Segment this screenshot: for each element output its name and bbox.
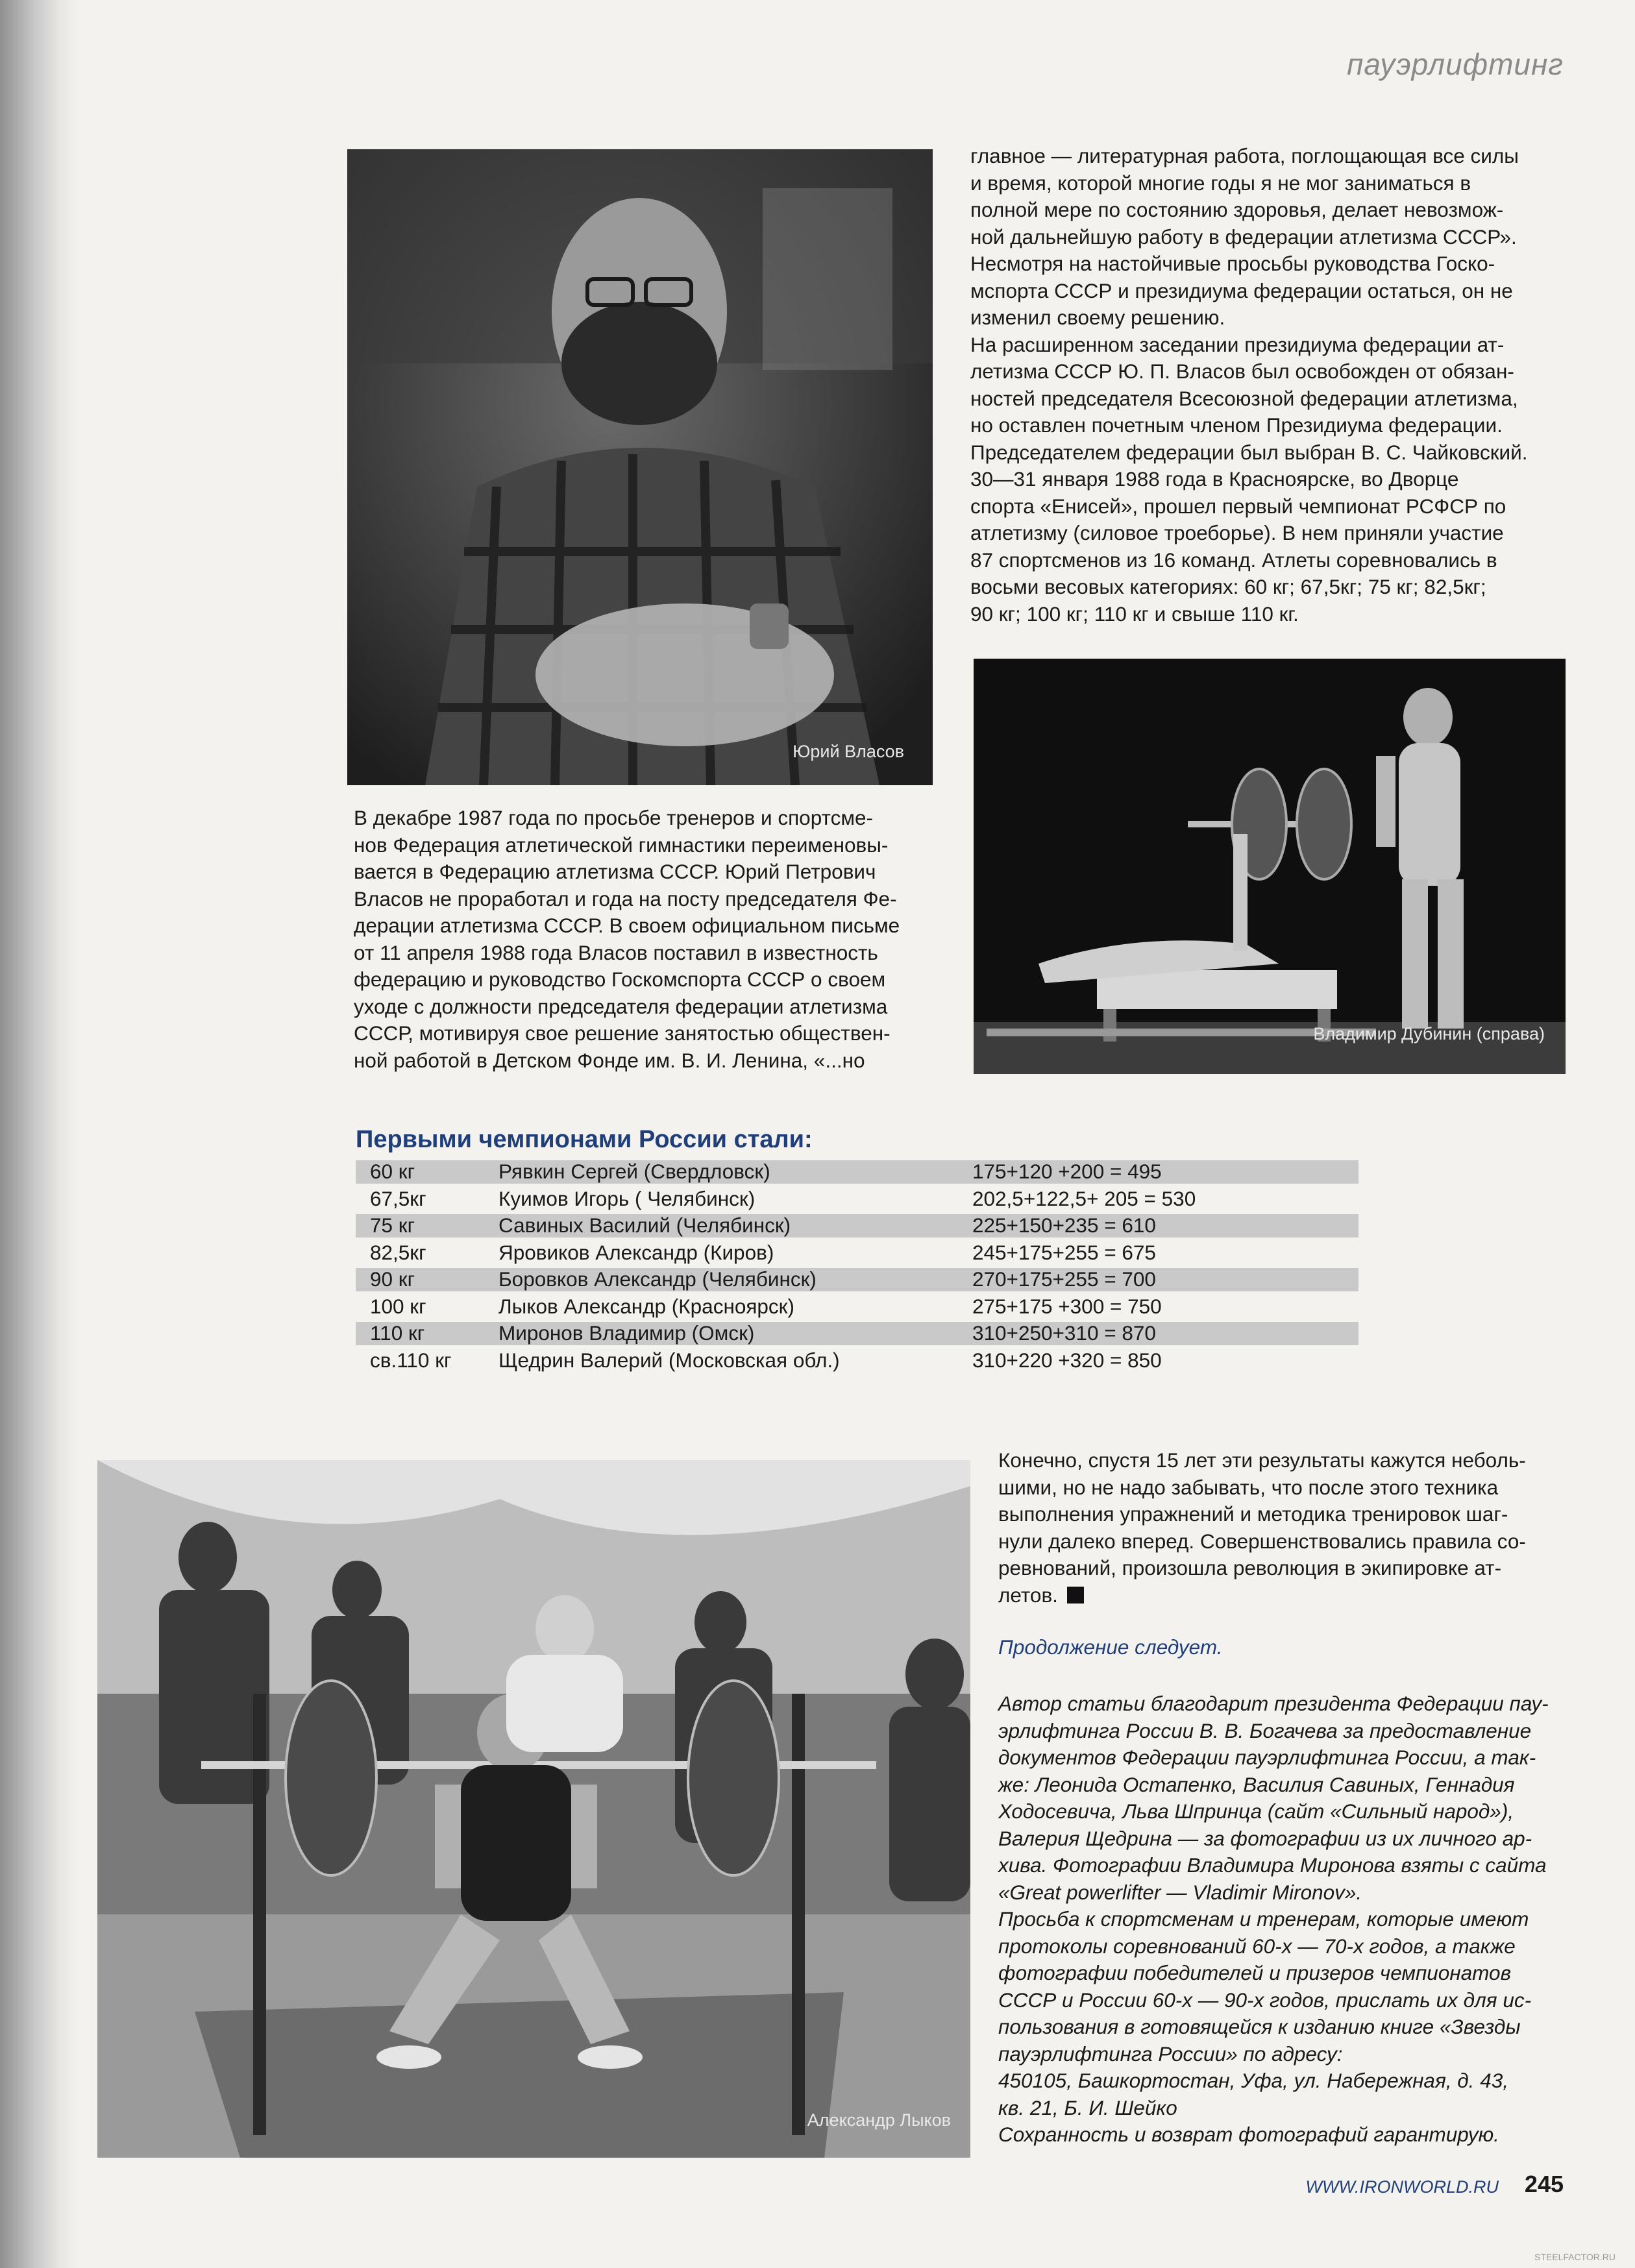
- text-line: главное — литературная работа, поглощающая все силы: [970, 144, 1519, 167]
- table-row: [356, 1320, 1358, 1347]
- table-row: [356, 1158, 1358, 1186]
- athlete-name: Савиных Василий (Челябинск): [498, 1213, 791, 1237]
- text-line: 90 кг; 100 кг; 110 кг и свыше 110 кг.: [970, 602, 1299, 626]
- text-line: мспорта СССР и президиума федерации остаться, он не: [970, 278, 1513, 302]
- end-of-article-square-icon: [1067, 1587, 1084, 1603]
- result: 275+175 +300 = 750: [972, 1294, 1162, 1318]
- text-line: уходе с должности председателя федерации атлетизма: [354, 994, 888, 1018]
- text-line: нов Федерация атлетической гимнастики переименовы-: [354, 833, 889, 857]
- binding-shadow: [0, 0, 78, 2268]
- footer-credit: STEELFACTOR.RU: [1534, 2252, 1616, 2262]
- text-line: но оставлен почетным членом Президиума федерации.: [970, 413, 1503, 437]
- text-line: Председателем федерации был выбран В. С. Чайковский.: [970, 440, 1528, 464]
- text-line: спорта «Енисей», прошел первый чемпионат РСФСР по: [970, 494, 1506, 518]
- weight-class: 90 кг: [370, 1267, 415, 1291]
- text-line: эрлифтинга России В. В. Богачева за предоставление: [998, 1718, 1532, 1742]
- text-line: ревнований, произошла революция в экипировке ат-: [998, 1556, 1502, 1579]
- page-number: 245: [1524, 2171, 1564, 2197]
- text-line: же: Леонида Остапенко, Василия Савиных, Геннадия: [998, 1772, 1515, 1796]
- text-line: дерации атлетизма СССР. В своем официальном письме: [354, 914, 900, 937]
- photo-vlasov-image: [347, 149, 933, 785]
- weight-class: 110 кг: [370, 1321, 425, 1345]
- text-line: На расширенном заседании президиума федерации ат-: [970, 332, 1505, 356]
- athlete-name: Боровков Александр (Челябинск): [498, 1267, 817, 1291]
- result: 175+120 +200 = 495: [972, 1160, 1162, 1183]
- result: 310+250+310 = 870: [972, 1321, 1156, 1345]
- text-line: пользования в готовящейся к изданию книге «Звезды: [998, 2015, 1521, 2038]
- text-line: ностей председателя Всесоюзной федерации атлетизма,: [970, 386, 1518, 410]
- right-column-bottom-text: [998, 1447, 1569, 1609]
- caption-dubinin: Владимир Дубинин (справа): [1313, 1024, 1545, 1043]
- table-row: [356, 1239, 1358, 1267]
- text-line: «Great powerlifter — Vladimir Mironov».: [998, 1880, 1362, 1904]
- table-row: [356, 1347, 1358, 1374]
- table-row: [356, 1293, 1358, 1321]
- weight-class: 82,5кг: [370, 1240, 426, 1264]
- text-line: вается в Федерацию атлетизма СССР. Юрий Петрович: [354, 860, 876, 883]
- photo-dubinin: [974, 659, 1566, 1074]
- table-row: [356, 1212, 1358, 1239]
- right-column-top-text: [970, 143, 1561, 628]
- text-line: кв. 21, Б. И. Шейко: [998, 2095, 1177, 2119]
- text-line: изменил своему решению.: [970, 306, 1225, 329]
- text-line: ной дальнейшую работу в федерации атлетизма СССР».: [970, 225, 1517, 249]
- text-line: [998, 1582, 1569, 1609]
- photo-vlasov: [347, 149, 933, 785]
- text-line: 30—31 января 1988 года в Красноярске, во Дворце: [970, 467, 1459, 491]
- text-line: Автор статьи благодарит президента Федерации пау-: [998, 1692, 1549, 1715]
- text-line: Власов не проработал и года на посту председателя Фе-: [354, 886, 897, 910]
- champions-table: [356, 1158, 1358, 1374]
- weight-class: 60 кг: [370, 1160, 415, 1183]
- text-line: и время, которой многие годы я не мог заниматься в: [970, 171, 1471, 195]
- weight-class: св.110 кг: [370, 1348, 452, 1372]
- text-line: Просьба к спортсменам и тренерам, которые имеют: [998, 1907, 1529, 1931]
- caption-lykov: Александр Лыков: [807, 2110, 951, 2130]
- athlete-name: Яровиков Александр (Киров): [498, 1240, 774, 1264]
- text-line: восьми весовых категориях: 60 кг; 67,5кг; 75 кг; 82,5кг;: [970, 575, 1486, 598]
- text-line: документов Федерации пауэрлифтинга России, а так-: [998, 1746, 1536, 1769]
- section-title: пауэрлифтинг: [1347, 47, 1564, 81]
- text-line: протоколы соревнований 60-х — 70-х годов, а также: [998, 1934, 1516, 1958]
- text-line: летизма СССР Ю. П. Власов был освобожден от обязан-: [970, 360, 1514, 383]
- photo-lykov: [97, 1460, 970, 2158]
- text-line: выполнения упражнений и методика тренировок шаг-: [998, 1502, 1508, 1526]
- athlete-name: Щедрин Валерий (Московская обл.): [498, 1348, 840, 1372]
- text-line: СССР и России 60-х — 90-х годов, прислать их для ис-: [998, 1988, 1532, 2012]
- athlete-name: Куимов Игорь ( Челябинск): [498, 1186, 756, 1210]
- table-row: [356, 1266, 1358, 1293]
- text-line-end: летов.: [998, 1583, 1058, 1607]
- text-line: атлетизму (силовое троеборье). В нем приняли участие: [970, 521, 1504, 544]
- acknowledgement-text: [998, 1690, 1569, 2149]
- table-row: [356, 1186, 1358, 1213]
- text-line: от 11 апреля 1988 года Власов поставил в известность: [354, 940, 878, 964]
- text-line: СССР, мотивируя свое решение занятостью обществен-: [354, 1021, 891, 1045]
- text-line: полной мере по состоянию здоровья, делает невозмож-: [970, 198, 1504, 221]
- text-line: фотографии победителей и призеров чемпионатов: [998, 1961, 1512, 1984]
- result: 245+175+255 = 675: [972, 1240, 1156, 1264]
- weight-class: 67,5кг: [370, 1186, 426, 1210]
- result: 270+175+255 = 700: [972, 1267, 1156, 1291]
- text-line: Валерия Щедрина — за фотографии из их личного ар-: [998, 1826, 1532, 1850]
- text-line: 450105, Башкортостан, Уфа, ул. Набережная, д. 43,: [998, 2069, 1508, 2092]
- text-line: Несмотря на настойчивые просьбы руководства Госко-: [970, 252, 1495, 275]
- footer-url: WWW.IRONWORLD.RU: [1305, 2177, 1499, 2197]
- result: 310+220 +320 = 850: [972, 1348, 1162, 1372]
- text-line: шими, но не надо забывать, что после этого техника: [998, 1475, 1499, 1499]
- photo-dubinin-image: [974, 659, 1566, 1074]
- text-line: федерацию и руководство Госкомспорта СССР о своем: [354, 968, 886, 991]
- text-line: Ходосевича, Льва Шпринца (сайт «Сильный народ»),: [998, 1799, 1514, 1823]
- text-line: ной работой в Детском Фонде им. В. И. Ленина, «...но: [354, 1048, 865, 1072]
- photo-lykov-image: [97, 1460, 970, 2158]
- result: 202,5+122,5+ 205 = 530: [972, 1186, 1196, 1210]
- caption-vlasov: Юрий Власов: [793, 742, 904, 761]
- athlete-name: Рявкин Сергей (Свердловск): [498, 1160, 770, 1183]
- weight-class: 100 кг: [370, 1294, 426, 1318]
- left-column-text: [354, 805, 944, 1074]
- text-line: В декабре 1987 года по просьбе тренеров и спортсме-: [354, 806, 874, 829]
- text-line: хива. Фотографии Владимира Миронова взяты с сайта: [998, 1853, 1547, 1877]
- athlete-name: Лыков Александр (Красноярск): [498, 1294, 794, 1318]
- text-line: 87 спортсменов из 16 команд. Атлеты соревновались в: [970, 548, 1497, 572]
- text-line: Сохранность и возврат фотографий гарантирую.: [998, 2123, 1499, 2146]
- text-line: нули далеко вперед. Совершенствовались правила со-: [998, 1529, 1526, 1553]
- text-line: пауэрлифтинга России» по адресу:: [998, 2042, 1343, 2066]
- weight-class: 75 кг: [370, 1213, 415, 1237]
- athlete-name: Миронов Владимир (Омск): [498, 1321, 755, 1345]
- result: 225+150+235 = 610: [972, 1213, 1156, 1237]
- text-line: Конечно, спустя 15 лет эти результаты кажутся неболь-: [998, 1448, 1526, 1472]
- continue-label: Продолжение следует.: [998, 1635, 1223, 1659]
- champions-title: Первыми чемпионами России стали:: [356, 1126, 813, 1153]
